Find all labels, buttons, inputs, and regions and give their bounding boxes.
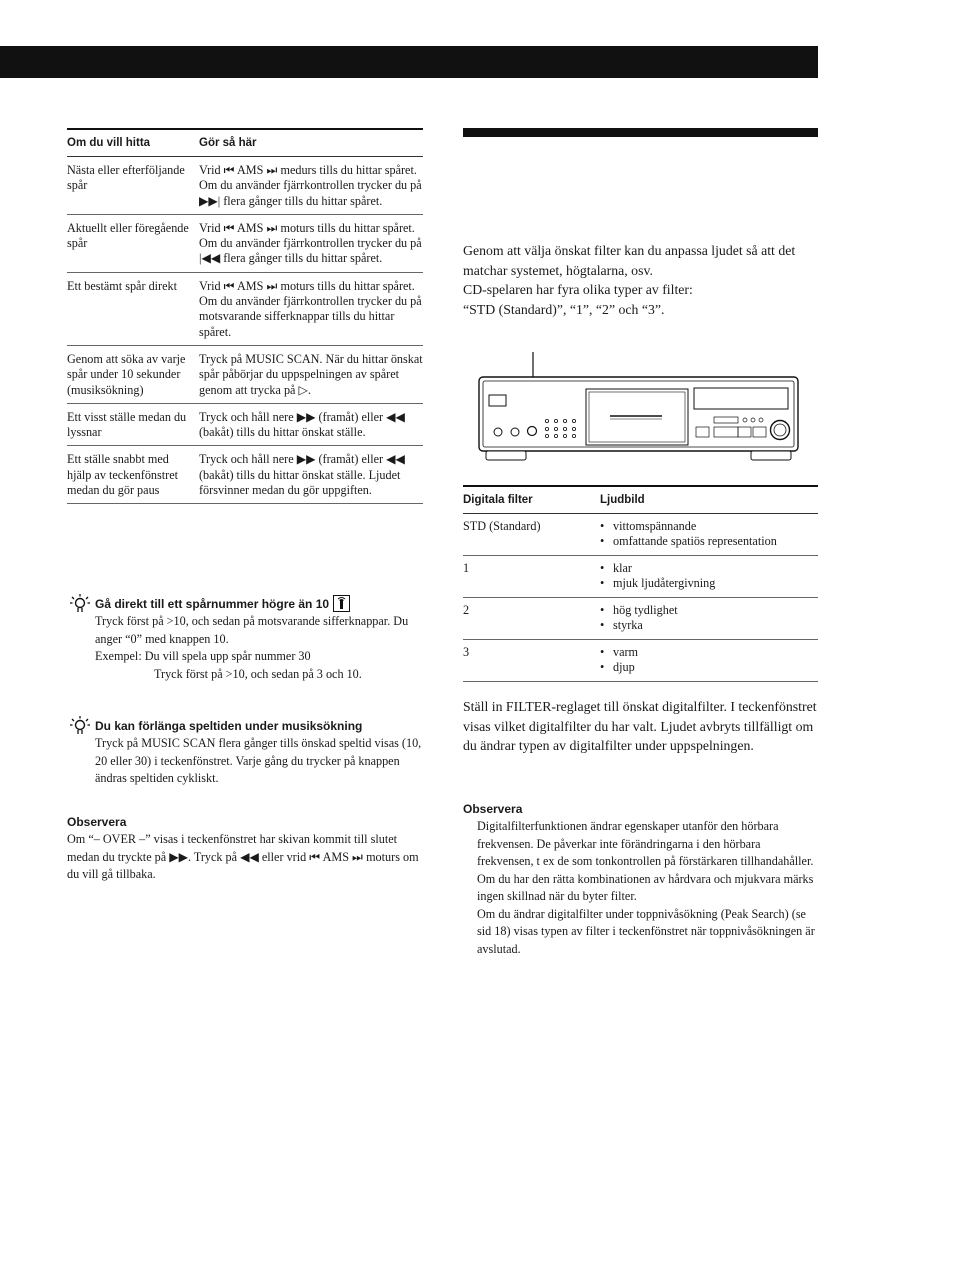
column-header-find: Om du vill hitta <box>67 137 151 149</box>
table-header <box>67 128 423 157</box>
row-action: Vrid ⏮ AMS ⏭ medurs tills du hittar spåret. Om du använder fjärrkontrollen trycker du på ▶▶| flera gånger tills du hittar spåret. <box>199 163 422 208</box>
column-header-filter: Digitala filter <box>463 494 533 506</box>
sound-quality: • mjuk ljudåtergivning <box>600 576 818 591</box>
row-find: Genom att söka av varje spår under 10 sekunder (musiksökning) <box>67 351 186 397</box>
row-action: Vrid ⏮ AMS ⏭ moturs tills du hittar spåret. Om du använder fjärrkontrollen trycker du på motsvarande sifferknappar tills du hittar spåret. <box>199 278 422 339</box>
filter-name: 2 <box>463 603 470 617</box>
note-text: Digitalfilterfunktionen ändrar egenskaper utanför den hörbara frekvensen. De påverkar inte förändringarna i den hörbara frekvensen, t ex de som tonkontrollen på förstärkaren tillhandahåller. Om du har den rätta kombinationen av hårdvara och mjukvara märks ingen skillnad när du byter filter. <box>477 819 814 903</box>
lightbulb-icon <box>69 715 91 737</box>
intro-text <box>463 241 818 319</box>
table-row <box>67 273 423 346</box>
sound-quality: • omfattande spatiös representation <box>600 534 818 549</box>
table-row <box>67 215 423 273</box>
table-row <box>67 157 423 215</box>
sound-quality: • vittomspännande <box>600 519 818 534</box>
row-action: Tryck på MUSIC SCAN. När du hittar önskat spår påbörjar du uppspelningen av spåret genom att trycka på ▷. <box>199 351 423 397</box>
row-find: Aktuellt eller föregående spår <box>67 220 189 251</box>
table-row <box>463 556 818 598</box>
intro-paragraph: CD-spelaren har fyra olika typer av filter: <box>463 282 693 297</box>
tip-text: Tryck först på >10, och sedan på motsvarande sifferknappar. Du anger “0” med knappen 10. <box>95 614 409 646</box>
note-text: Om “– OVER –” visas i teckenfönstret har skivan kommit till slutet medan du tryckte på ▶▶. Tryck på ◀◀ eller vrid ⏮ AMS ⏭ moturs om du vill gå tillbaka. <box>67 832 419 881</box>
header-bar <box>0 46 818 78</box>
row-find: Nästa eller efterföljande spår <box>67 163 185 193</box>
row-action: Vrid ⏮ AMS ⏭ moturs tills du hittar spåret. Om du använder fjärrkontrollen trycker du på |◀◀ flera gånger tills du hittar spåret. <box>199 220 422 266</box>
sound-quality: • varm <box>600 645 818 660</box>
row-find: Ett ställe snabbt med hjälp av teckenfönstret medan du gör paus <box>67 452 178 498</box>
row-action: Tryck och håll nere ▶▶ (framåt) eller ◀◀ (bakåt) tills du hittar önskat ställe. <box>199 409 405 440</box>
section-bar <box>463 128 818 137</box>
note-title: Observera <box>463 802 523 816</box>
filter-name: 3 <box>463 645 470 659</box>
table-row <box>463 640 818 682</box>
lightbulb-icon <box>69 593 91 615</box>
tip-text: Tryck på MUSIC SCAN flera gånger tills önskad speltid visas (10, 20 eller 30) i teckenfönstret. Varje gång du trycker på knappen ändras speltiden cykliskt. <box>95 736 422 785</box>
tip-direct-track <box>67 595 423 683</box>
sound-quality: • djup <box>600 660 818 675</box>
row-find: Ett visst ställe medan du lyssnar <box>67 409 187 440</box>
tip-example: Exempel: Du vill spela upp spår nummer 30 <box>95 649 311 663</box>
intro-paragraph: “STD (Standard)”, “1”, “2” och “3”. <box>463 301 665 317</box>
filter-name: 1 <box>463 561 470 575</box>
table-header <box>463 485 818 514</box>
instruction-paragraph: Ställ in FILTER-reglaget till önskat digitalfilter. I teckenfönstret visas vilket digitalfilter du har valt. Ljudet avbryts tillfälligt om du ändrar typen av digitalfilter under uppspelningen. <box>463 699 817 753</box>
sound-quality: • klar <box>600 561 818 576</box>
row-action: Tryck och håll nere ▶▶ (framåt) eller ◀◀ (bakåt) tills du hittar önskat ställe. Ljudet försvinner medan du gör uppgiften. <box>199 452 405 498</box>
intro-paragraph: Genom att välja önskat filter kan du anpassa ljudet så att det matchar systemet, högtalarna, osv. <box>463 243 796 278</box>
note-title: Observera <box>67 815 127 829</box>
search-method-table <box>67 128 423 504</box>
sound-quality: • hög tydlighet <box>600 603 818 618</box>
remote-icon <box>333 595 350 612</box>
column-header-action: Gör så här <box>199 137 257 149</box>
table-row <box>463 514 818 556</box>
row-find: Ett bestämt spår direkt <box>67 278 177 293</box>
instruction-text <box>463 697 818 756</box>
tip-example-action: Tryck först på >10, och sedan på 3 och 10. <box>154 666 362 681</box>
table-row <box>67 446 423 504</box>
sound-quality: • styrka <box>600 618 818 633</box>
table-row <box>463 598 818 640</box>
tip-extend-scan <box>67 717 423 788</box>
note-left <box>67 815 423 884</box>
column-header-sound: Ljudbild <box>600 494 645 506</box>
note-right <box>463 802 818 958</box>
note-text: Om du ändrar digitalfilter under toppnivåsökning (Peak Search) (se sid 18) visas typen av filter i teckenfönstret när toppnivåsökningen är avslutad. <box>477 906 815 956</box>
table-row <box>67 404 423 447</box>
filter-name: STD (Standard) <box>463 519 541 533</box>
table-row <box>67 346 423 404</box>
tip-title: Du kan förlänga speltiden under musiksökning <box>95 719 363 733</box>
filter-table <box>463 485 818 682</box>
cd-player-illustration <box>470 350 810 470</box>
tip-title: Gå direkt till ett spårnummer högre än 10 <box>95 597 330 611</box>
